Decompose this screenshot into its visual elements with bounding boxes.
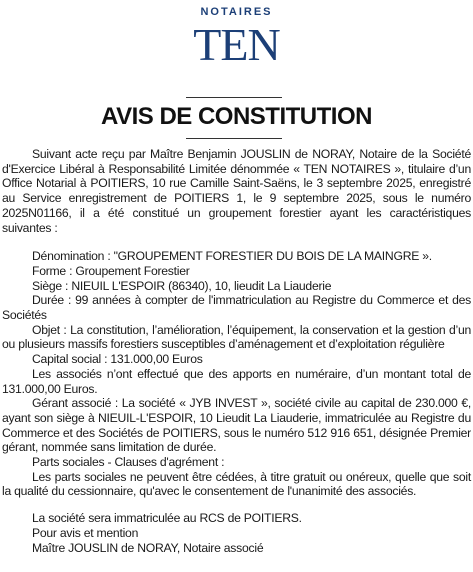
item-duree: Durée : 99 années à compter de l'immatriculation au Registre du Commerce et des Sociétés <box>2 293 471 323</box>
item-siege: Siège : NIEUIL L'ESPOIR (86340), 10, lieudit La Liauderie <box>32 278 332 293</box>
item-objet: Objet : La constitution, l’amélioration, l’équipement, la conservation et la gestion d’un ou plusieurs massifs forestiers susceptibles d’aménagement et d’exploitation régulière <box>2 322 471 352</box>
notaires-logo <box>0 6 473 70</box>
item-capital: Capital social : 131.000,00 Euros <box>32 352 203 367</box>
item-agrement: Les parts sociales ne peuvent être cédées, à titre gratuit ou onéreux, quelle que soit la qualité du cessionnaire, qu'avec le consentement de l'unanimité des associés. <box>2 469 471 499</box>
item-parts-sociales: Parts sociales - Clauses d'agrément : <box>32 455 225 470</box>
logo-top-text: NOTAIRES <box>200 6 273 18</box>
closing-signature: Maître JOUSLIN de NORAY, Notaire associé <box>32 540 264 555</box>
notice-title: AVIS DE CONSTITUTION <box>101 103 372 130</box>
item-apports: Les associés n’ont effectué que des apports en numéraire, d’un montant total de 131.000,00 Euros. <box>2 366 471 396</box>
item-gerant: Gérant associé : La société « JYB INVEST », société civile au capital de 230.000 €, ayant son siège à NIEUIL-L'ESPOIR, 10 Lieudit La Liauderie, immatriculée au Registre du Commerce et des Sociétés de POITIERS, sous le numéro 512 916 651, désignée Premier gérant, nommée sans limitation de durée. <box>2 396 471 455</box>
item-forme: Forme : Groupement Forestier <box>32 263 190 278</box>
item-denomination: Dénomination : "GROUPEMENT FORESTIER DU BOIS DE LA MAINGRE ». <box>32 249 432 264</box>
closing-avis: Pour avis et mention <box>32 525 139 540</box>
notice-body <box>2 147 471 555</box>
logo-mark: TEN <box>193 19 280 70</box>
intro-paragraph: Suivant acte reçu par Maître Benjamin JOUSLIN de NORAY, Notaire de la Société d'Exercice Libéral à Responsabilité Limitée dénommée « TEN NOTAIRES », titulaire d’un Office Notarial à POITIERS, 10 rue Camille Saint-Saëns, le 3 septembre 2025, enregistré au Service enregistrement de POITIERS 1, le 9 septembre 2025, sous le numéro 2025N01166, il a été constitué un groupement forestier ayant les caractéristiques suivantes : <box>2 147 471 235</box>
closing-rcs: La société sera immatriculée au RCS de POITIERS. <box>32 511 302 526</box>
title-bottom-rule <box>186 138 282 139</box>
title-top-rule <box>186 97 282 98</box>
